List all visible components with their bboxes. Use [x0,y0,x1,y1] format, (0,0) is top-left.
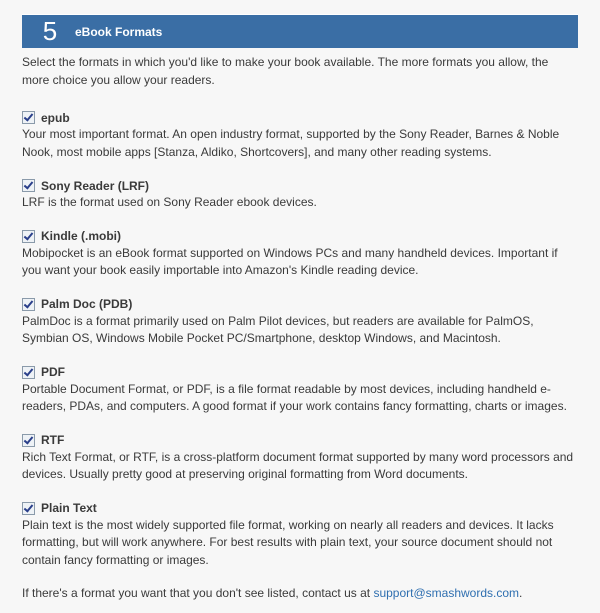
format-name: epub [41,110,70,125]
format-name: Plain Text [41,501,97,515]
footer-message: If there's a format you want that you don't see listed, contact us at [22,586,374,600]
format-description: PalmDoc is a format primarily used on Palm Pilot devices, but readers are available for PalmOS, Symbian OS, Windows Mobile Pocket PC/Smartphone, desktop Windows, and Macintosh. [22,313,534,345]
format-option [22,228,578,280]
format-checkbox[interactable] [22,179,35,192]
format-checkbox[interactable] [22,434,35,447]
format-description: Mobipocket is an eBook format supported on Windows PCs and many handheld devices. Important if you want your book easily importable into Amazon's Kindle reading device. [22,245,558,277]
format-option [22,500,578,570]
format-checkbox[interactable] [22,502,35,515]
section-header [22,14,578,48]
support-email-link[interactable]: support@smashwords.com [373,586,520,600]
format-option [22,109,578,161]
format-checkbox[interactable] [22,366,35,379]
format-description: Rich Text Format, or RTF, is a cross-platform document format supported by many word processors and devices. Usually pretty good at preserving original formatting from Word documents. [22,449,574,481]
footer-text [22,585,578,603]
format-row [22,364,578,381]
step-number: 5 [42,16,58,46]
format-row [22,228,578,245]
format-checkbox[interactable] [22,298,35,311]
format-description: Your most important format. An open industry format, supported by the Sony Reader, Barnes & Noble Nook, most mobile apps [Stanza, Aldiko, Shortcovers], and many other reading systems. [22,127,560,159]
format-name: Palm Doc (PDB) [41,297,133,311]
format-row [22,432,578,449]
format-checkbox[interactable] [22,111,35,124]
intro-text: Select the formats in which you'd like to make your book available. The more formats you allow, the more choice you allow your readers. [22,55,549,87]
footer-end: . [519,586,523,600]
section-title: eBook Formats [75,24,163,39]
format-description: LRF is the format used on Sony Reader ebook devices. [22,195,317,209]
format-description: Plain text is the most widely supported file format, working on nearly all readers and devices. It lacks formatting, but will work anywhere. For best results with plain text, your source document should not contain fancy formatting or images. [22,517,554,567]
format-name: RTF [41,433,65,447]
format-row [22,500,578,517]
format-option [22,177,578,212]
format-option [22,432,578,484]
format-row [22,109,578,126]
format-name: Sony Reader (LRF) [41,178,150,193]
format-name: PDF [41,365,65,379]
format-row [22,177,578,194]
format-description: Portable Document Format, or PDF, is a file format readable by most devices, including handheld e-readers, PDAs, and computers. A good format if your work contains fancy formatting, charts or images. [22,381,567,413]
format-row [22,296,578,313]
format-checkbox[interactable] [22,230,35,243]
format-option [22,364,578,416]
format-option [22,296,578,348]
format-name: Kindle (.mobi) [41,229,121,243]
